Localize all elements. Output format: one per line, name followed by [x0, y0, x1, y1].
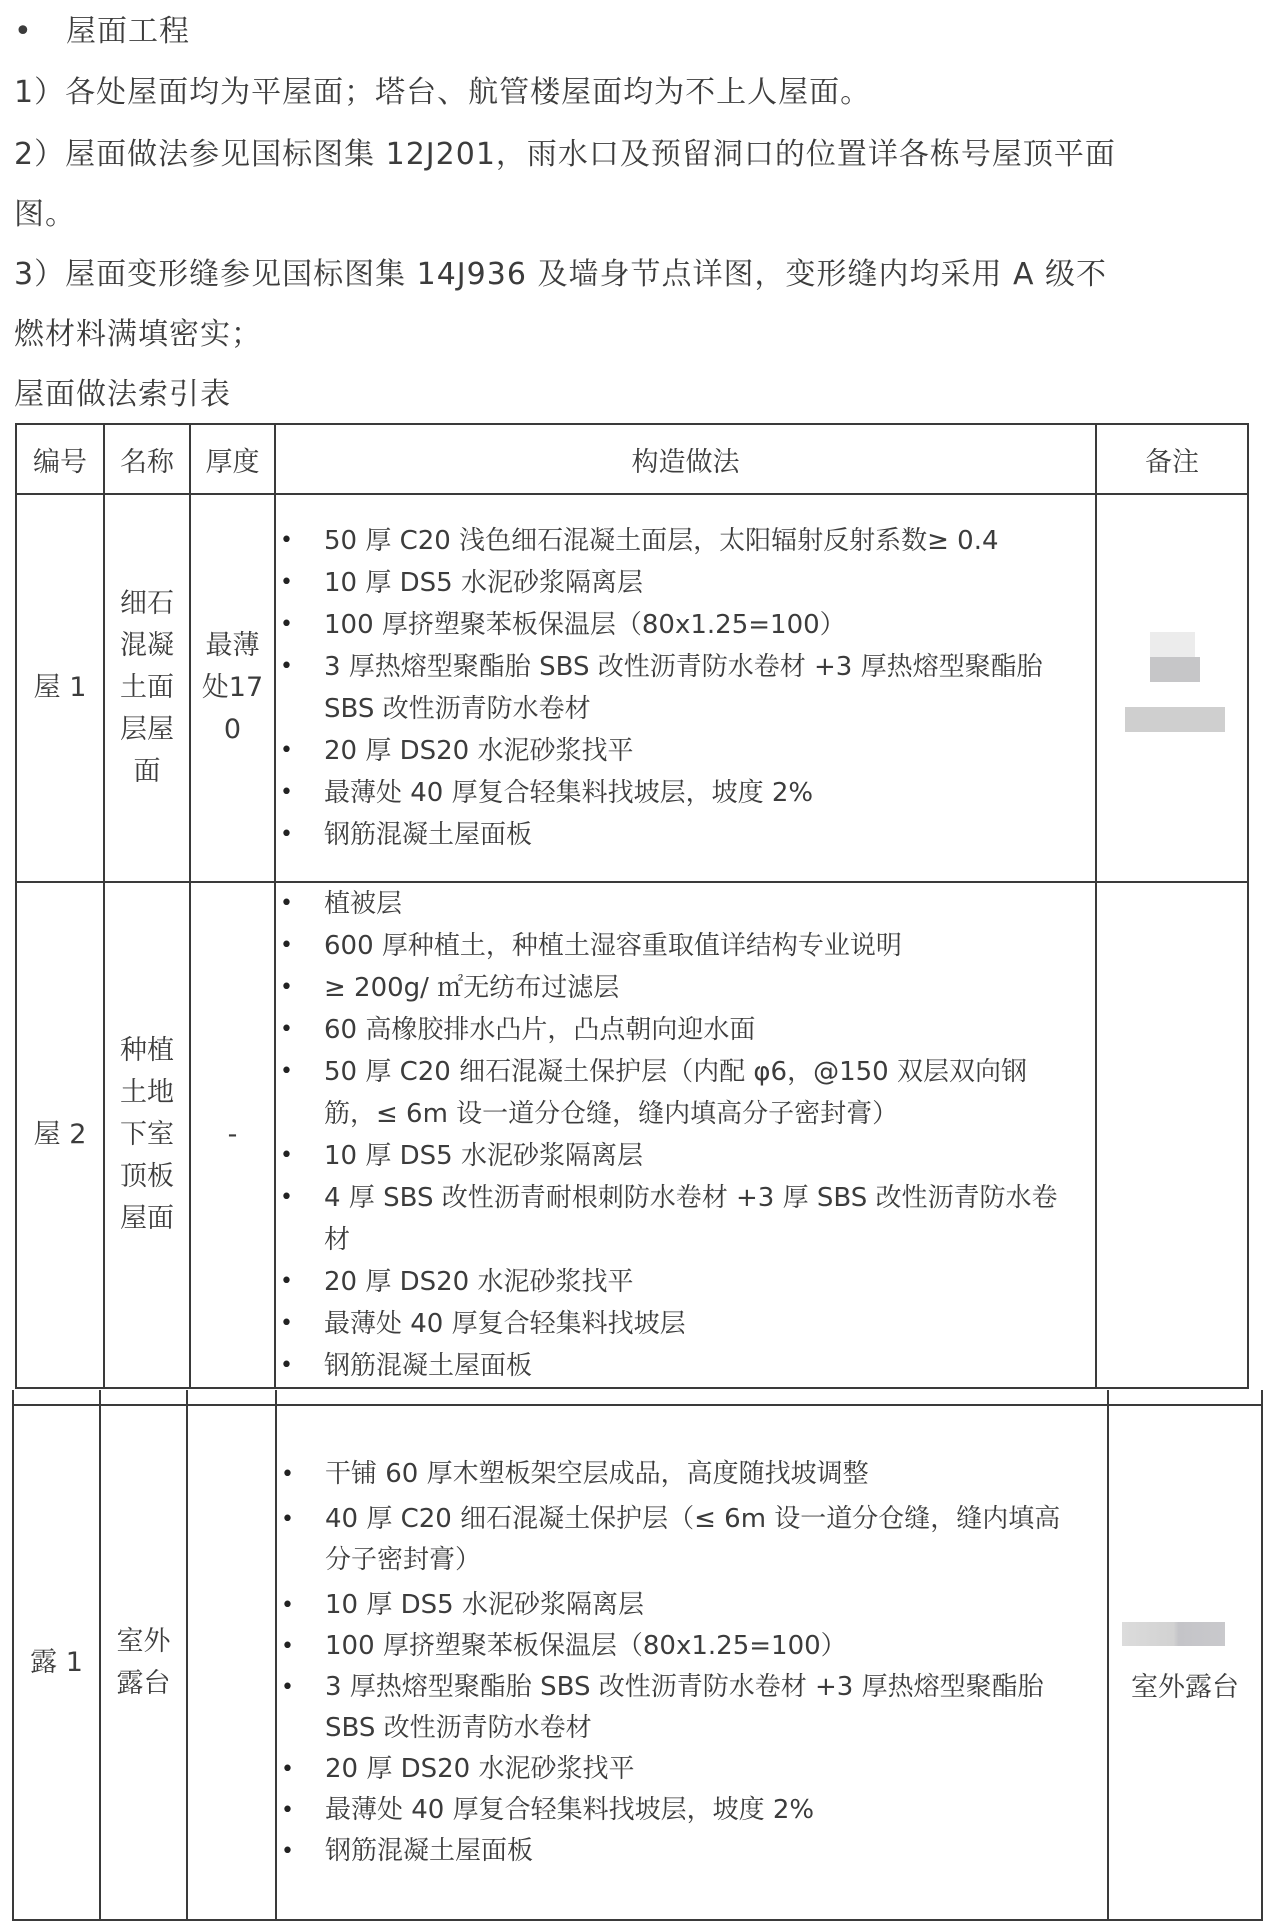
table-caption: 屋面做法索引表 [14, 377, 231, 412]
note-number: 2） [14, 137, 66, 172]
layer-item: • 20 厚 DS20 水泥砂浆找平 [277, 1749, 1085, 1790]
row-code: 屋 2 [16, 882, 104, 1388]
row-thickness [187, 1405, 276, 1920]
row-code: 露 1 [13, 1405, 100, 1920]
layer-item: • 10 厚 DS5 水泥砂浆隔离层 [276, 1135, 1077, 1177]
layer-item: • 钢筋混凝土屋面板 [277, 1831, 1085, 1872]
pixelated-remark-image [1122, 1622, 1225, 1646]
layer-item: • 40 厚 C20 细石混凝土保护层（≤ 6m 设一道分仓缝，缝内填高分子密封膏） [277, 1499, 1085, 1581]
table-row [16, 882, 1248, 1388]
layer-item: • 100 厚挤塑聚苯板保温层（80x1.25=100） [277, 1626, 1085, 1667]
layer-item: • 钢筋混凝土屋面板 [276, 1345, 1077, 1387]
header-remark: 备注 [1096, 424, 1248, 494]
layer-item: • 最薄处 40 厚复合轻集料找坡层，坡度 2% [276, 772, 1077, 814]
layer-item: • 钢筋混凝土屋面板 [276, 814, 1077, 856]
table-row [16, 494, 1248, 882]
note-number: 3） [14, 257, 66, 292]
header-thickness: 厚度 [190, 424, 275, 494]
layer-item: • 植被层 [276, 883, 1077, 925]
layer-item: • 50 厚 C20 浅色细石混凝土面层，太阳辐射反射系数≥ 0.4 [276, 520, 1077, 562]
spacer-row [13, 1390, 1262, 1405]
layer-item: • 20 厚 DS20 水泥砂浆找平 [276, 1261, 1077, 1303]
row-thickness: - [190, 882, 275, 1388]
layer-item: • 最薄处 40 厚复合轻集料找坡层，坡度 2% [277, 1790, 1085, 1831]
row-construction [275, 494, 1096, 882]
bullet-icon: • [14, 14, 33, 49]
layer-item: • 干铺 60 厚木塑板架空层成品，高度随找坡调整 [277, 1454, 1085, 1495]
note-number: 1） [14, 75, 66, 110]
layer-item: • 10 厚 DS5 水泥砂浆隔离层 [277, 1585, 1085, 1626]
pixelated-remark-image [1125, 632, 1225, 732]
layer-item: • 50 厚 C20 细石混凝土保护层（内配 φ6，@150 双层双向钢筋，≤ 6m 设一道分仓缝，缝内填高分子密封膏） [276, 1051, 1077, 1135]
layer-item: • 3 厚热熔型聚酯胎 SBS 改性沥青防水卷材 +3 厚热熔型聚酯胎 SBS 改性沥青防水卷材 [276, 646, 1077, 730]
note-text: 屋面变形缝参见国标图集 14J936 及墙身节点详图，变形缝内均采用 A 级不 [65, 257, 1108, 292]
note-item-3 [14, 255, 1107, 295]
layer-item: • 20 厚 DS20 水泥砂浆找平 [276, 730, 1077, 772]
note-item-1 [14, 73, 871, 113]
section-title: 屋面工程 [66, 14, 190, 49]
note-item-2 [14, 135, 1116, 175]
row-name: 种植土地下室顶板屋面 [104, 882, 190, 1388]
header-code: 编号 [16, 424, 104, 494]
layer-item: • 3 厚热熔型聚酯胎 SBS 改性沥青防水卷材 +3 厚热熔型聚酯胎 SBS 改性沥青防水卷材 [277, 1667, 1085, 1749]
layer-item: • 最薄处 40 厚复合轻集料找坡层 [276, 1303, 1077, 1345]
header-name: 名称 [104, 424, 190, 494]
layer-item: • 60 高橡胶排水凸片，凸点朝向迎水面 [276, 1009, 1077, 1051]
layer-list [276, 883, 1095, 1387]
row-code: 屋 1 [16, 494, 104, 882]
note-text: 各处屋面均为平屋面；塔台、航管楼屋面均为不上人屋面。 [65, 75, 872, 110]
terrace-table [12, 1390, 1263, 1921]
note-item-3-continued: 燃材料满填密实； [14, 317, 262, 352]
layer-item: • 4 厚 SBS 改性沥青耐根刺防水卷材 +3 厚 SBS 改性沥青防水卷材 [276, 1177, 1077, 1261]
roof-index-table [15, 423, 1249, 1389]
section-heading [14, 12, 190, 52]
row-name: 细石混凝土面层屋面 [104, 494, 190, 882]
layer-item: • 10 厚 DS5 水泥砂浆隔离层 [276, 562, 1077, 604]
layer-list [276, 520, 1095, 856]
row-remark [1096, 882, 1248, 1388]
layer-item: • ≥ 200g/ ㎡无纺布过滤层 [276, 967, 1077, 1009]
note-item-2-continued: 图。 [14, 197, 76, 232]
table-header-row [16, 424, 1248, 494]
table-row [13, 1405, 1262, 1920]
row-thickness: 最薄处170 [190, 494, 275, 882]
note-text: 屋面做法参见国标图集 12J201，雨水口及预留洞口的位置详各栋号屋顶平面 [65, 137, 1116, 172]
row-remark: 室外露台 [1108, 1405, 1262, 1920]
layer-list [277, 1454, 1107, 1872]
row-construction [275, 882, 1096, 1388]
header-construction: 构造做法 [275, 424, 1096, 494]
row-construction [276, 1405, 1108, 1920]
layer-item: • 600 厚种植土，种植土湿容重取值详结构专业说明 [276, 925, 1077, 967]
row-name: 室外露台 [100, 1405, 187, 1920]
layer-item: • 100 厚挤塑聚苯板保温层（80x1.25=100） [276, 604, 1077, 646]
